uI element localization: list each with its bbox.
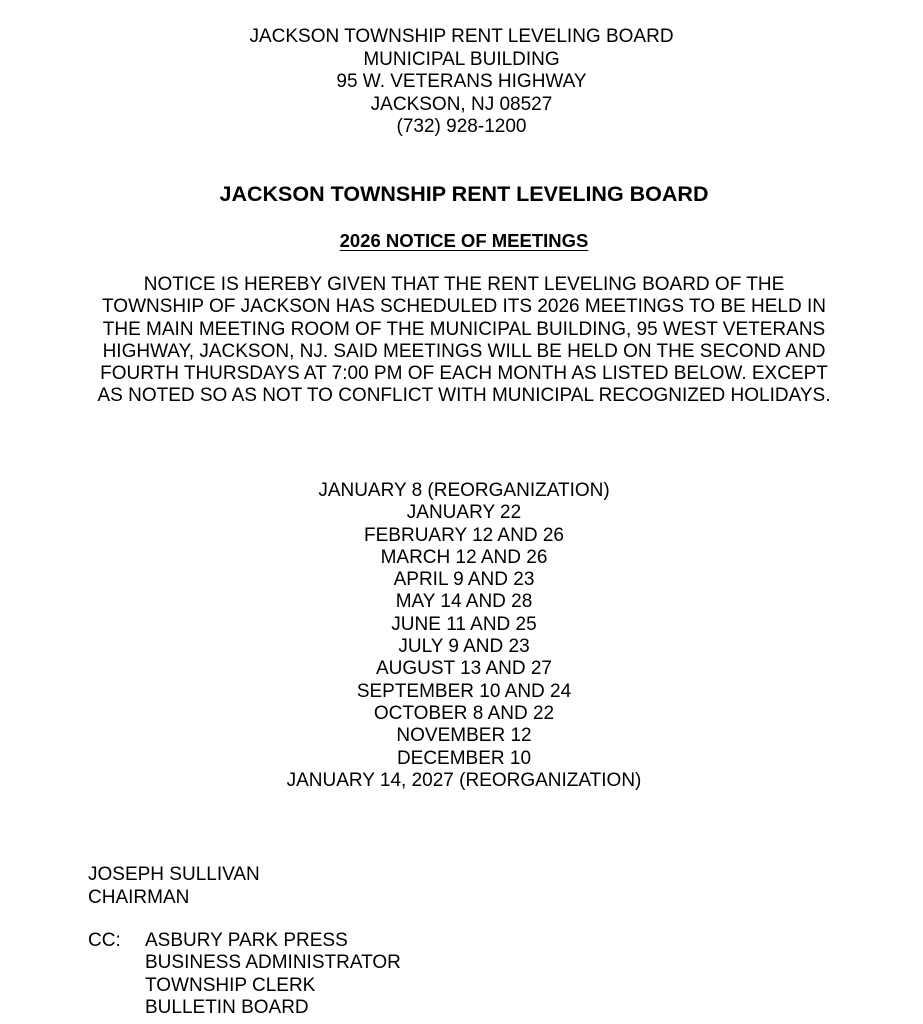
cc-recipient-list (145, 930, 401, 1019)
notice-line: FOURTH THURSDAYS AT 7:00 PM OF EACH MONTH AS LISTED BELOW. EXCEPT (100, 363, 828, 385)
letterhead-line-street: 95 W. VETERANS HIGHWAY (336, 71, 587, 92)
signatory-title: CHAIRMAN (88, 886, 190, 908)
cc-recipient: TOWNSHIP CLERK (145, 974, 316, 996)
cc-recipient: BUSINESS ADMINISTRATOR (145, 952, 401, 974)
meeting-date: JANUARY 22 (406, 502, 522, 524)
meeting-date: APRIL 9 AND 23 (393, 569, 535, 591)
meeting-date: JULY 9 AND 23 (398, 636, 530, 658)
cc-label: CC: (88, 930, 121, 951)
letterhead-line-building: MUNICIPAL BUILDING (363, 48, 560, 70)
letterhead (0, 26, 923, 139)
notice-line: NOTICE IS HEREBY GIVEN THAT THE RENT LEVELING BOARD OF THE (143, 274, 785, 295)
meeting-date: FEBRUARY 12 AND 26 (364, 524, 564, 546)
signature-block (88, 864, 260, 909)
letterhead-line-phone: (732) 928-1200 (396, 116, 527, 137)
meeting-date: SEPTEMBER 10 AND 24 (356, 680, 572, 702)
meeting-date: JANUARY 8 (REORGANIZATION) (318, 480, 610, 501)
document-title: JACKSON TOWNSHIP RENT LEVELING BOARD (219, 182, 709, 206)
meeting-date: MARCH 12 AND 26 (380, 546, 548, 568)
notice-line: AS NOTED SO AS NOT TO CONFLICT WITH MUNICIPAL RECOGNIZED HOLIDAYS. (97, 385, 831, 407)
meeting-date: JUNE 11 AND 25 (391, 613, 537, 635)
meeting-dates-list (0, 480, 923, 792)
meeting-date: JANUARY 14, 2027 (REORGANIZATION) (286, 769, 642, 791)
meeting-date: AUGUST 13 AND 27 (375, 658, 552, 680)
meeting-date: DECEMBER 10 (396, 747, 532, 769)
cc-recipient: ASBURY PARK PRESS (145, 930, 348, 951)
notice-paragraph (0, 274, 923, 408)
letterhead-line-city: JACKSON, NJ 08527 (370, 93, 553, 115)
meeting-date: MAY 14 AND 28 (395, 591, 533, 613)
notice-line: TOWNSHIP OF JACKSON HAS SCHEDULED ITS 2026 MEETINGS TO BE HELD IN (102, 296, 826, 318)
cc-recipient: BULLETIN BOARD (145, 996, 309, 1018)
letterhead-line-board: JACKSON TOWNSHIP RENT LEVELING BOARD (249, 26, 674, 47)
meeting-date: OCTOBER 8 AND 22 (373, 702, 555, 724)
document-subtitle: 2026 NOTICE OF MEETINGS (339, 230, 589, 251)
meeting-date: NOVEMBER 12 (396, 725, 532, 747)
notice-line: THE MAIN MEETING ROOM OF THE MUNICIPAL BUILDING, 95 WEST VETERANS (102, 318, 826, 340)
notice-line: HIGHWAY, JACKSON, NJ. SAID MEETINGS WILL BE HELD ON THE SECOND AND (102, 340, 826, 362)
signatory-name: JOSEPH SULLIVAN (88, 864, 260, 885)
